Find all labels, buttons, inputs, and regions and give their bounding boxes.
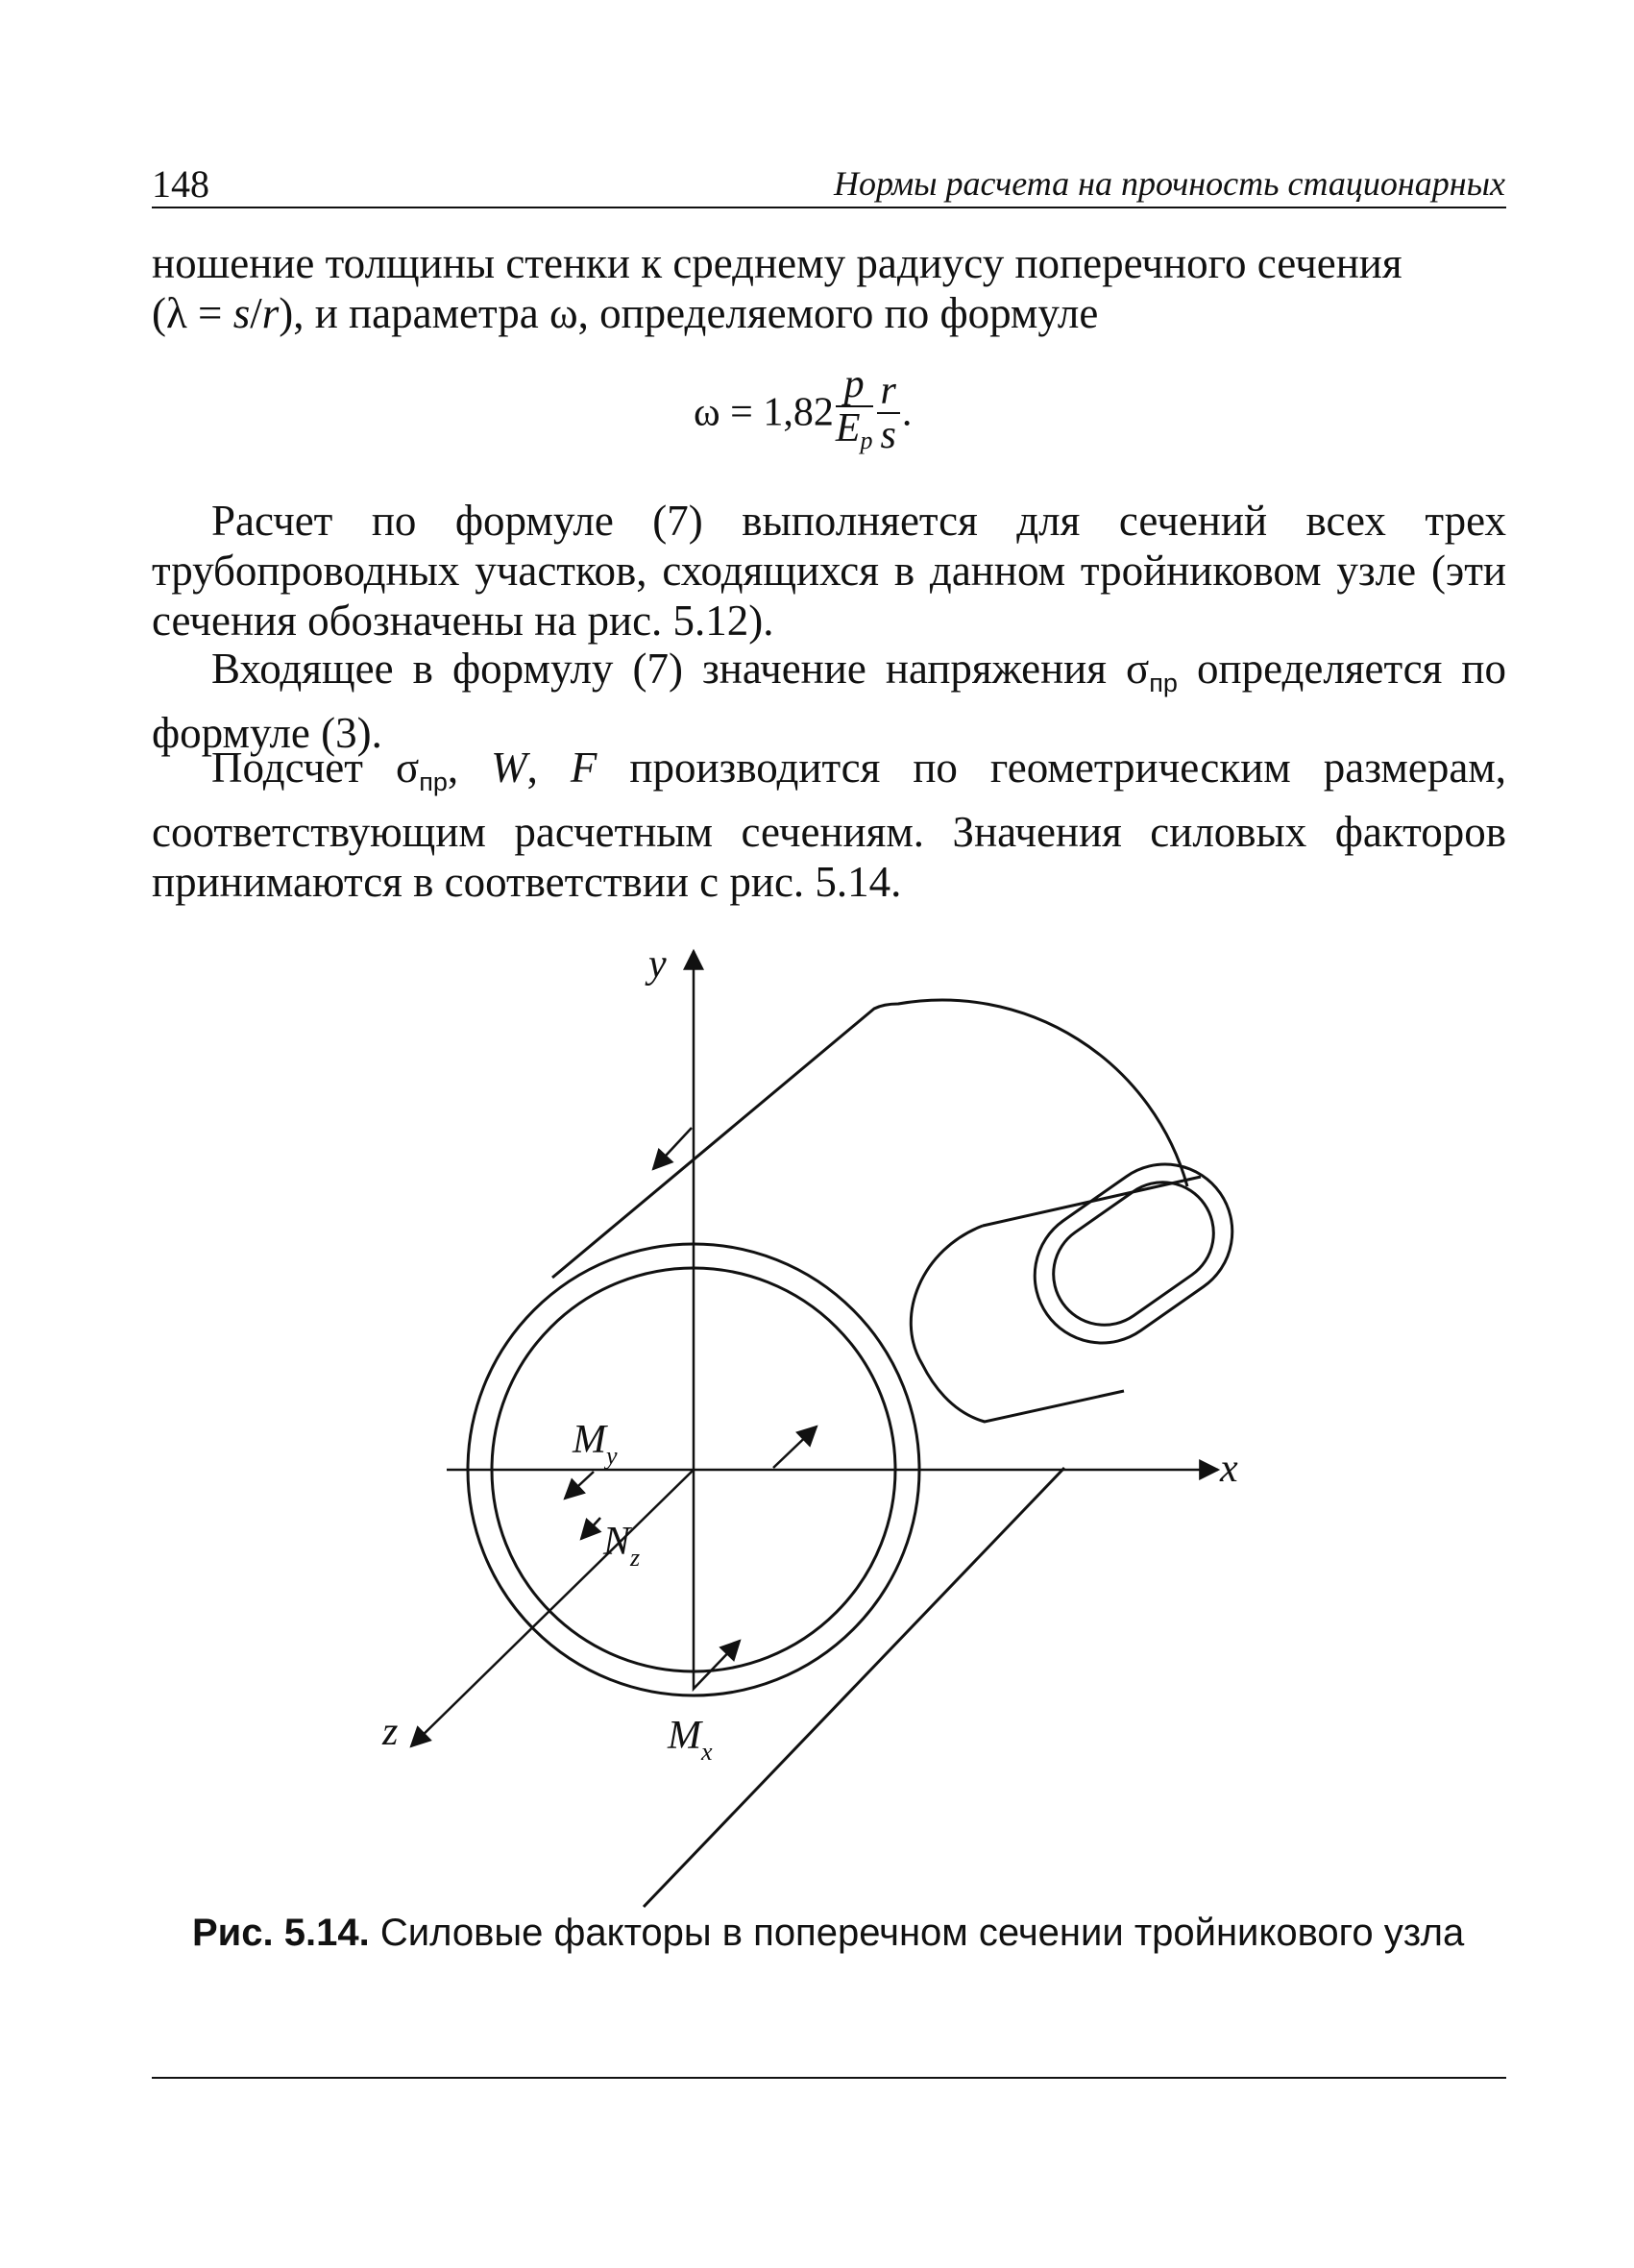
caption-text: Силовые факторы в поперечном сечении тройникового узла [369,1912,1465,1954]
paragraph-1-line-2: (λ = s/r), и параметра ω, определяемого по формуле [152,289,1099,337]
pipe-lower-edge [644,1468,1064,1907]
z-axis [411,1470,694,1746]
paragraph-1-line-1: ношение толщины стенки к среднему радиусу поперечного сечения [152,239,1402,287]
paragraph-3: Входящее в формулу (7) значение напряжения $\sigma_{пр}$ определяется по формуле (3). [152,645,1506,757]
branch-inner-ring [1034,1162,1233,1345]
pipe-upper-edge [552,1000,1187,1278]
label-Mx: $M_x$ [668,1714,713,1766]
paragraph-1 [152,238,1506,338]
branch-outer-ring [1009,1138,1259,1370]
header-rule [152,207,1506,208]
my-arrow [565,1472,594,1499]
paragraph-2: Расчет по формуле (7) выполняется для сечений всех трех трубопроводных участков, сходящихся в данном тройниковом узле (эти сечения обозначены на рис. 5.12). [152,497,1506,645]
formula-lhs: ω = 1,82 [694,390,834,435]
axis-label-x: x [1220,1447,1238,1491]
label-My: $M_y$ [573,1418,618,1470]
fraction-p-over-Ep: $\frac{p}{Ep}$ [835,362,873,454]
tee-junction-diagram [0,913,1634,1921]
shear-arrow-right [773,1427,817,1468]
footer-rule [152,2077,1506,2079]
figure-caption [192,1912,1518,1955]
fraction-r-over-s: $\frac{r}{s}$ [877,370,900,456]
nz-arrow [581,1518,600,1539]
omega-formula: ω = 1,82 $\frac{p}{Ep}$ $\frac{r}{s}$ . [694,363,912,462]
axis-label-y: y [648,942,667,987]
running-title: Нормы расчета на прочность стационарных [834,164,1505,203]
paragraph-4: Подсчет $\sigma_{пр}$, W, F производится по геометрическим размерам, соответствующим расчетным сечениям. Значения силовых факторов принимаются в соответствии с рис. 5.14. [152,744,1507,906]
label-Nz: $N_z$ [603,1520,641,1572]
shear-arrow-upper [653,1128,692,1169]
caption-label: Рис. 5.14. [192,1912,370,1954]
page-number: 148 [152,162,209,206]
mx-arrow [694,1641,740,1689]
axis-label-z: z [382,1710,399,1754]
